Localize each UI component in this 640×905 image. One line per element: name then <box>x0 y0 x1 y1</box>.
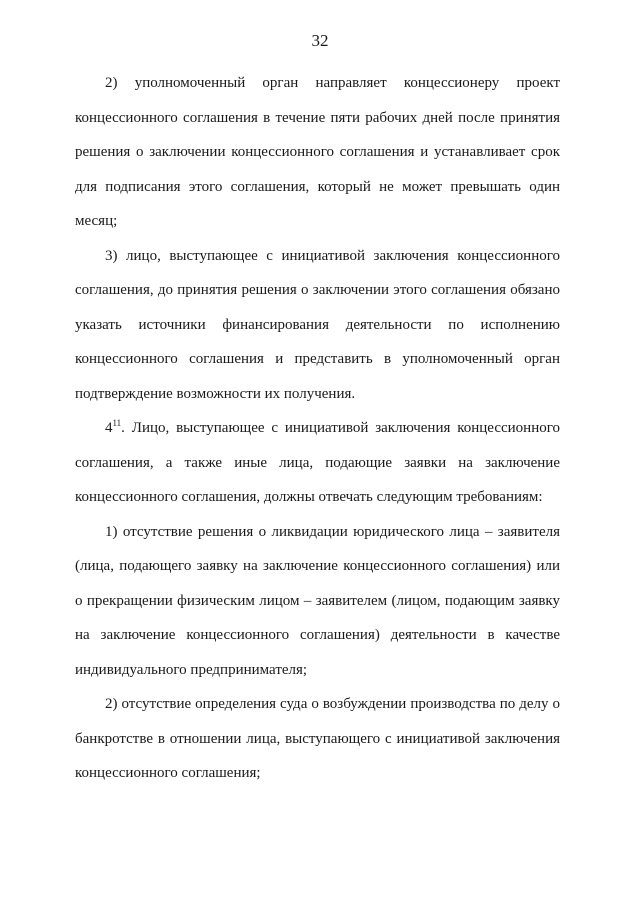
clause-number: 4 <box>105 420 113 436</box>
paragraph-clause-4-11 <box>75 411 560 515</box>
paragraph-item-3: 3) лицо, выступающее с инициативой заключения концессионного соглашения, до принятия решения о заключении этого соглашения обязано указать источники финансирования деятельности по исполнению концессионного соглашения и представить в уполномоченный орган подтверждение возможности их получения. <box>75 247 560 402</box>
clause-superscript: 11 <box>112 418 122 428</box>
page-number: 32 <box>311 31 329 50</box>
paragraph-requirement-2: 2) отсутствие определения суда о возбуждении производства по делу о банкротстве в отношении лица, выступающего с инициативой заключения концессионного соглашения; <box>75 696 560 781</box>
document-body <box>75 66 560 791</box>
clause-text: . Лицо, выступающее с инициативой заключения концессионного соглашения, а также иные лица, подающие заявки на заключение концессионного соглашения, должны отвечать следующим требованиям: <box>75 420 560 505</box>
paragraph-item-2: 2) уполномоченный орган направляет концессионеру проект концессионного соглашения в течение пяти рабочих дней после принятия решения о заключении концессионного соглашения и устанавливает срок для подписания этого соглашения, который не может превышать один месяц; <box>75 75 560 229</box>
paragraph-requirement-1: 1) отсутствие решения о ликвидации юридического лица – заявителя (лица, подающего заявку на заключение концессионного соглашения) или о прекращении физическим лицом – заявителем (лицом, подающим заявку на заключение концессионного соглашения) деятельности в качестве индивидуального предпринимателя; <box>75 523 560 678</box>
